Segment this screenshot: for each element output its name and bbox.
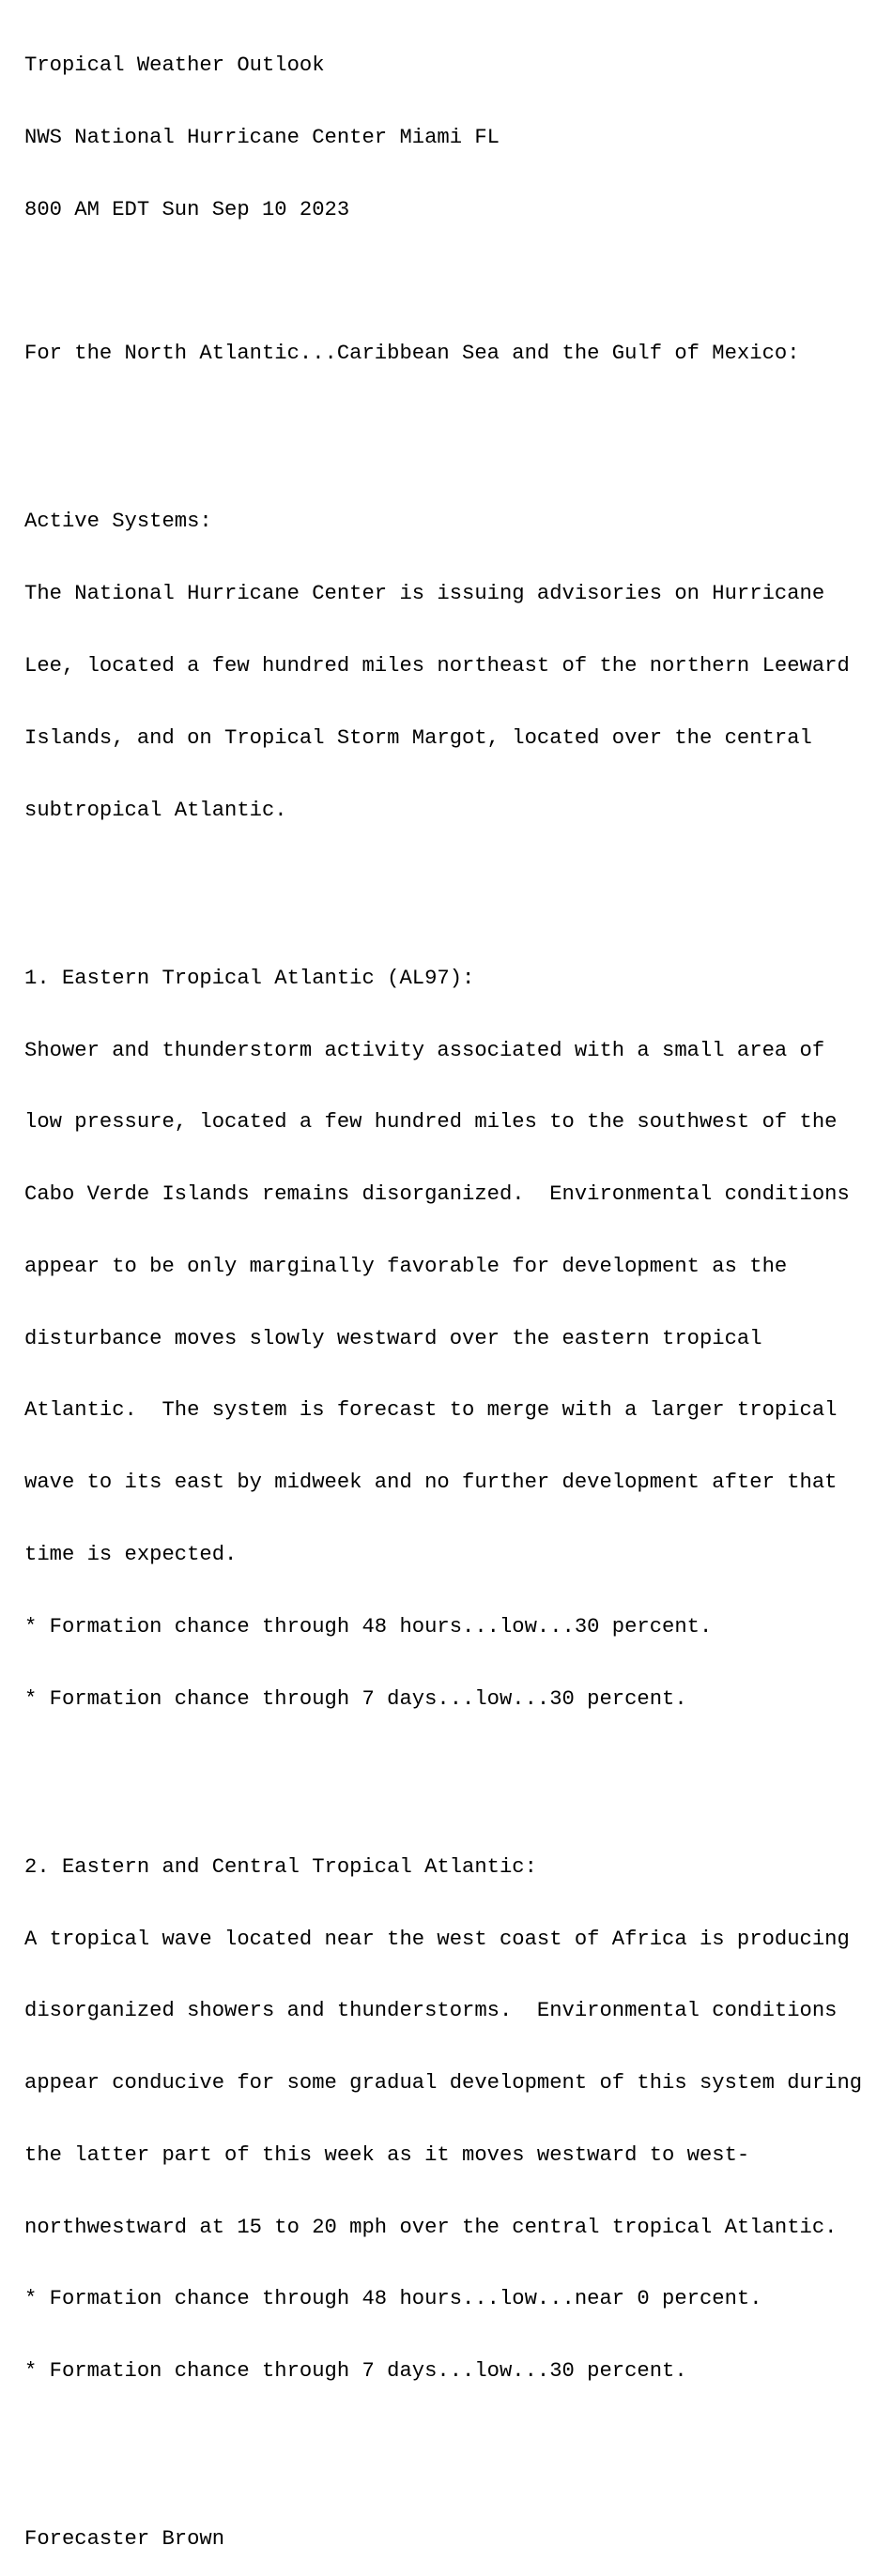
blank-line — [24, 414, 862, 438]
blank-line — [24, 270, 862, 295]
system-2-line: northwestward at 15 to 20 mph over the central tropical Atlantic. — [24, 2215, 838, 2239]
active-systems-line: Lee, located a few hundred miles northeast of the northern Leeward — [24, 654, 850, 678]
system-1-line: Atlantic. The system is forecast to merge with a larger tropical — [24, 1398, 838, 1423]
active-systems-heading: Active Systems: — [24, 510, 212, 534]
system-1-line: appear to be only marginally favorable for development as the — [24, 1254, 788, 1278]
system-1-chance-48h: * Formation chance through 48 hours...low...30 percent. — [24, 1614, 713, 1639]
system-2-line: A tropical wave located near the west coast of Africa is producing — [24, 1927, 850, 1951]
issue-time: 800 AM EDT Sun Sep 10 2023 — [24, 197, 350, 221]
system-2-line: appear conducive for some gradual development of this system during — [24, 2071, 863, 2096]
outlook-title: Tropical Weather Outlook — [24, 53, 325, 78]
active-systems-line: The National Hurricane Center is issuing advisories on Hurricane — [24, 582, 825, 606]
issuing-office: NWS National Hurricane Center Miami FL — [24, 125, 500, 149]
system-1-heading: 1. Eastern Tropical Atlantic (AL97): — [24, 966, 475, 990]
system-1-line: time is expected. — [24, 1543, 238, 1566]
system-1-line: low pressure, located a few hundred miles to the southwest of the — [24, 1110, 838, 1135]
system-1-line: disturbance moves slowly westward over the eastern tropical — [24, 1326, 762, 1350]
blank-line — [24, 1759, 862, 1783]
forecaster-signature: Forecaster Brown — [24, 2527, 225, 2552]
system-1-line: wave to its east by midweek and no further development after that — [24, 1471, 838, 1495]
system-2-line: the latter part of this week as it moves westward to west- — [24, 2142, 750, 2167]
system-1-chance-7d: * Formation chance through 7 days...low...30 percent. — [24, 1686, 687, 1711]
scope-line: For the North Atlantic...Caribbean Sea and the Gulf of Mexico: — [24, 342, 800, 366]
system-2-chance-7d: * Formation chance through 7 days...low...30 percent. — [24, 2359, 687, 2384]
active-systems-line: subtropical Atlantic. — [24, 798, 287, 822]
system-1-line: Cabo Verde Islands remains disorganized. Environmental conditions — [24, 1182, 850, 1207]
blank-line — [24, 2431, 862, 2456]
system-2-heading: 2. Eastern and Central Tropical Atlantic: — [24, 1854, 537, 1879]
outlook-document — [24, 6, 862, 2576]
system-2-chance-48h: * Formation chance through 48 hours...low...near 0 percent. — [24, 2287, 762, 2311]
blank-line — [24, 870, 862, 894]
system-1-line: Shower and thunderstorm activity associated with a small area of — [24, 1038, 825, 1062]
system-2-line: disorganized showers and thunderstorms. Environmental conditions — [24, 1999, 838, 2023]
active-systems-line: Islands, and on Tropical Storm Margot, located over the central — [24, 725, 812, 750]
